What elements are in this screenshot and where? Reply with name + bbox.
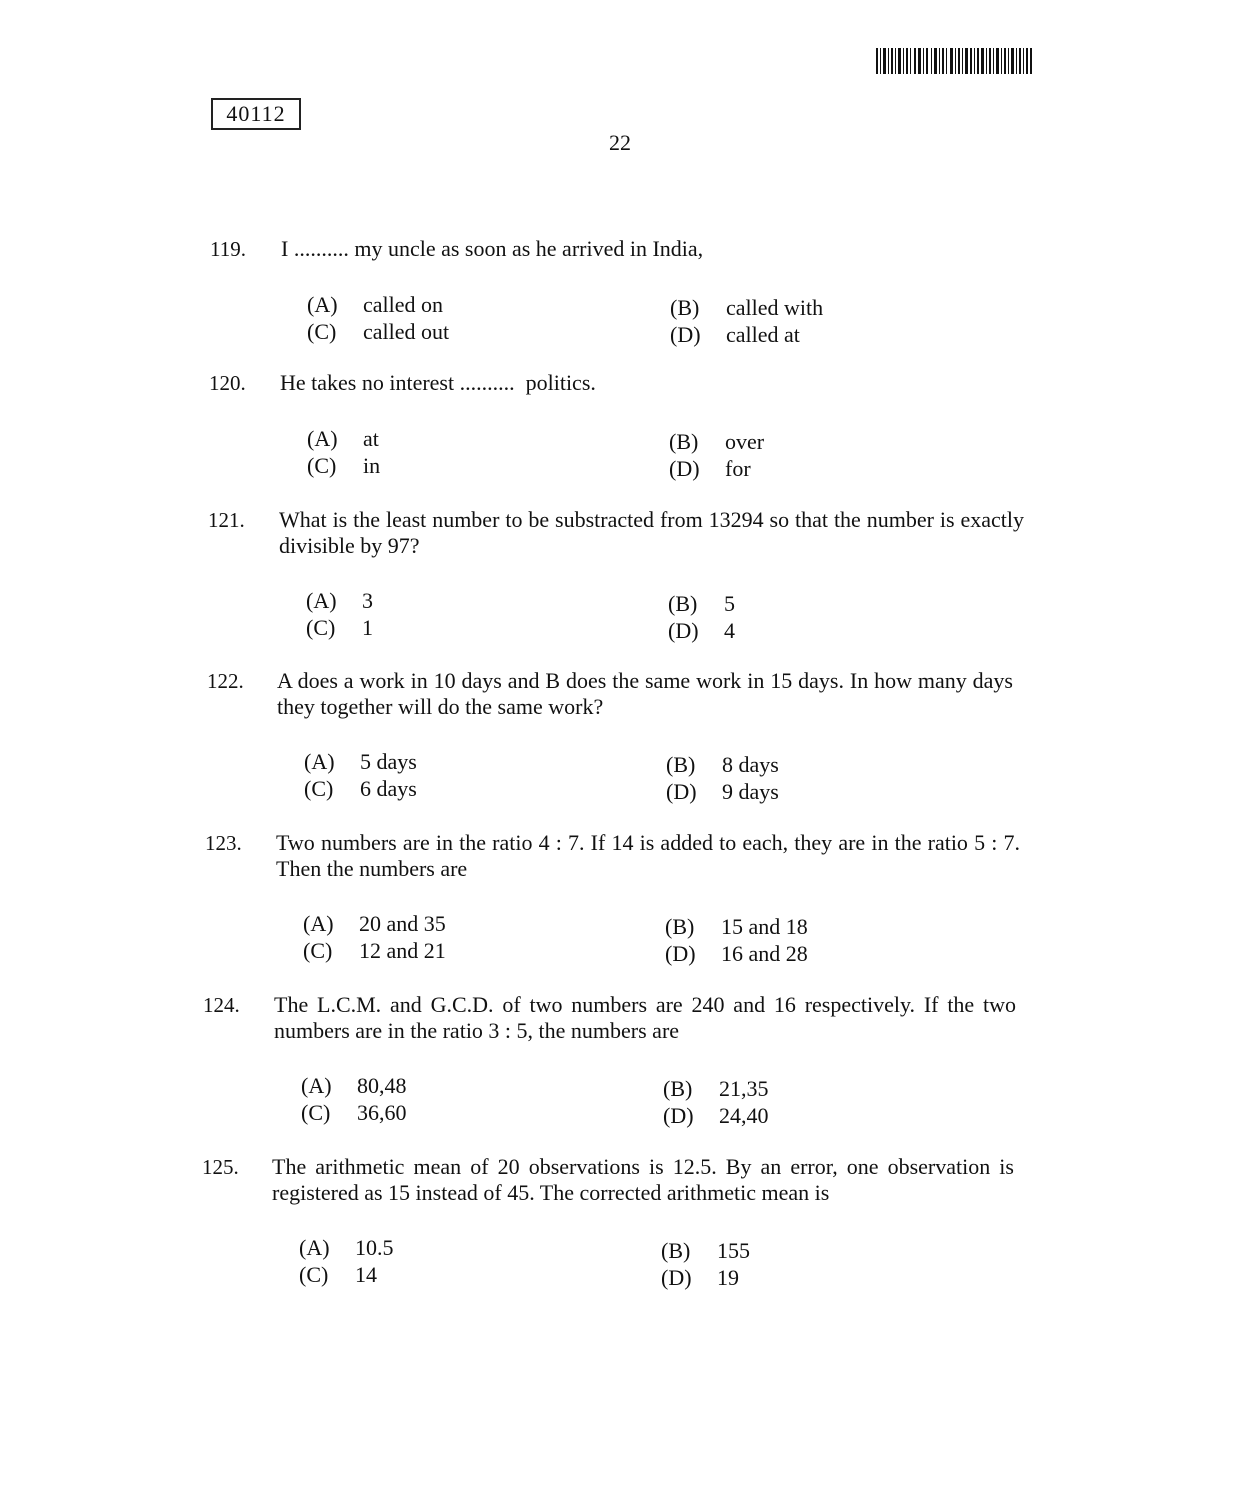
option-d: (D) 16 and 28: [665, 941, 808, 966]
option-c: (C) called out: [307, 319, 450, 344]
question-text: He takes no interest .......... politics.: [280, 370, 596, 395]
option-c: (C) 6 days: [304, 776, 417, 801]
option-a: (A) 5 days: [304, 749, 417, 774]
option-a: (A) 80,48: [301, 1073, 407, 1098]
question-number: 119.: [210, 237, 246, 261]
option-c: (C) 14: [299, 1262, 377, 1287]
question-number: 120.: [209, 371, 246, 395]
option-b: (B) 21,35: [663, 1076, 769, 1101]
option-d: (D) 19: [661, 1265, 739, 1290]
option-d: (D) for: [669, 456, 751, 481]
question-text: The arithmetic mean of 20 observations is 12.5. By an error, one observation is registered as 15 instead of 45. The corrected arithmetic mean is: [272, 1154, 1014, 1205]
option-d: (D) called at: [670, 322, 800, 347]
option-b: (B) called with: [670, 295, 824, 320]
option-c: (C) in: [307, 453, 381, 478]
question-text: Two numbers are in the ratio 4 : 7. If 14 is added to each, they are in the ratio 5 : 7. Then the numbers are: [276, 830, 1020, 881]
question-number: 124.: [203, 993, 240, 1017]
option-b: (B) 155: [661, 1238, 750, 1263]
question-number: 123.: [205, 831, 242, 855]
question-text: The L.C.M. and G.C.D. of two numbers are 240 and 16 respectively. If the two numbers are in the ratio 3 : 5, the numbers are: [274, 992, 1016, 1043]
option-d: (D) 24,40: [663, 1103, 769, 1128]
option-a: (A) 3: [306, 588, 373, 613]
option-b: (B) 5: [668, 591, 735, 616]
question-number: 122.: [207, 669, 244, 693]
paper-code: 40112: [226, 101, 286, 126]
option-c: (C) 12 and 21: [303, 938, 446, 963]
option-d: (D) 9 days: [666, 779, 779, 804]
option-a: (A) called on: [307, 292, 444, 317]
paper-code-box: [211, 98, 301, 130]
option-a: (A) at: [307, 426, 379, 451]
option-c: (C) 1: [306, 615, 373, 640]
option-b: (B) over: [669, 429, 765, 454]
option-b: (B) 15 and 18: [665, 914, 808, 939]
question-number: 125.: [202, 1155, 239, 1179]
question-number: 121.: [208, 508, 245, 532]
page-number: 22: [609, 130, 631, 155]
option-a: (A) 20 and 35: [303, 911, 446, 936]
question-text: I .......... my uncle as soon as he arrived in India,: [281, 236, 704, 261]
option-d: (D) 4: [668, 618, 735, 643]
barcode: [876, 48, 1032, 74]
option-b: (B) 8 days: [666, 752, 779, 777]
question-text: A does a work in 10 days and B does the same work in 15 days. In how many days they together will do the same work?: [277, 668, 1013, 719]
option-a: (A) 10.5: [299, 1235, 394, 1260]
question-text: What is the least number to be substracted from 13294 so that the number is exactly divisible by 97?: [279, 507, 1024, 558]
option-c: (C) 36,60: [301, 1100, 407, 1125]
